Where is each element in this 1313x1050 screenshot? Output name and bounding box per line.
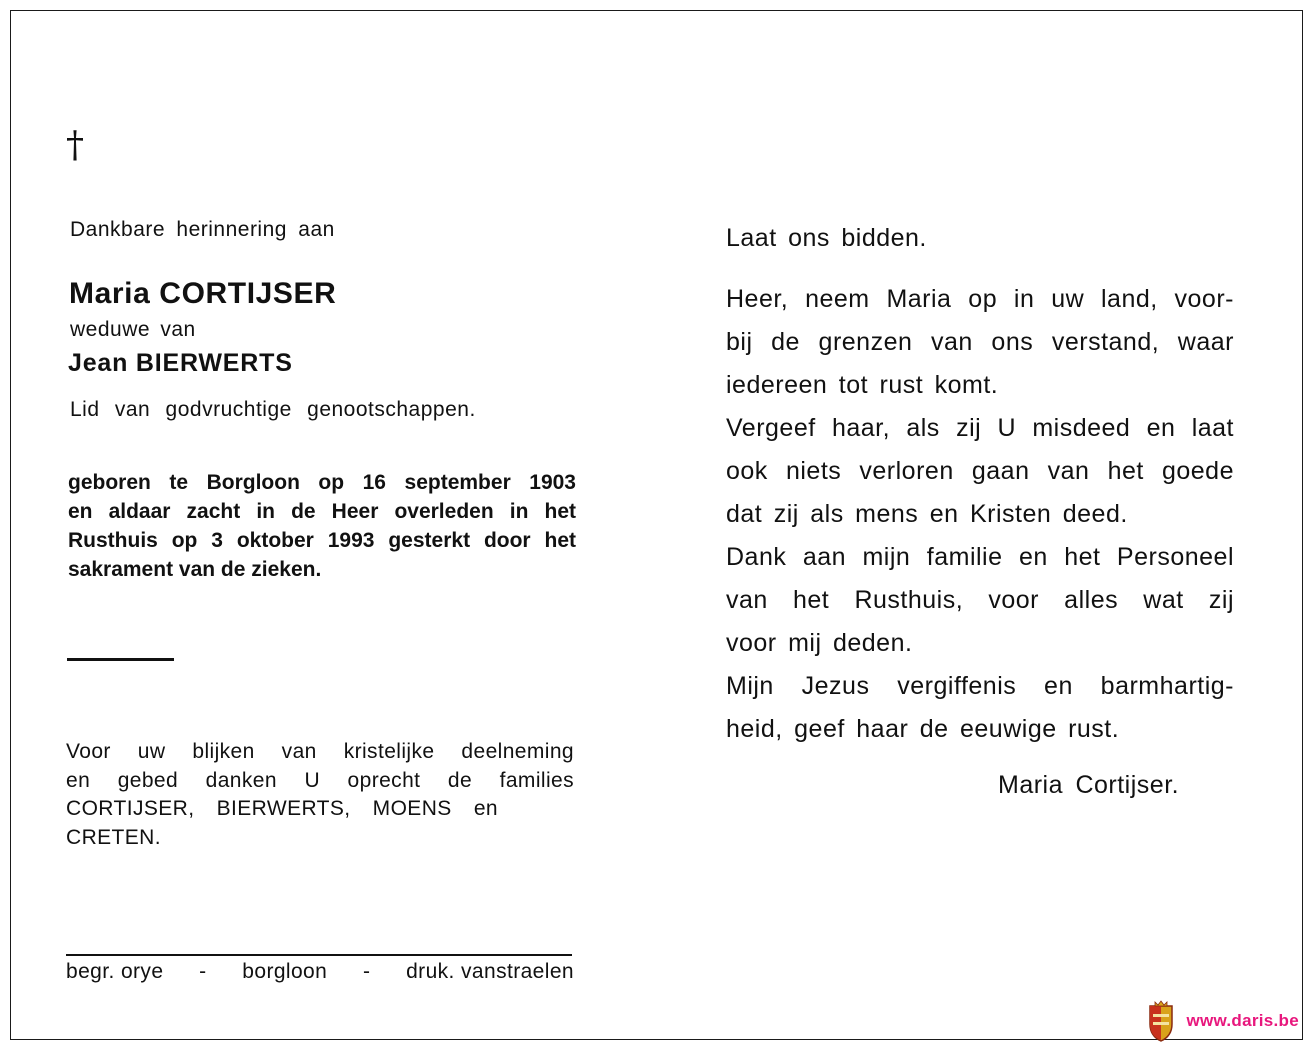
footer-separator: - [199, 960, 207, 983]
footer-undertaker: begr. orye [66, 960, 164, 983]
deceased-name: Maria CORTIJSER [69, 277, 337, 310]
prayer-line: Mijn Jezus vergiffenis en barmhartig- [726, 672, 1234, 700]
thanks-line: en gebed danken U oprecht de families [66, 768, 574, 792]
prayer-line: Dank aan mijn familie en het Personeel [726, 543, 1234, 571]
prayer-line: van het Rusthuis, voor alles wat zij [726, 586, 1234, 614]
footer-printer: druk. vanstraelen [406, 960, 574, 983]
prayer-signature: Maria Cortijser. [998, 771, 1180, 799]
intro-text: Dankbare herinnering aan [70, 218, 335, 241]
prayer-line: Vergeef haar, als zij U misdeed en laat [726, 414, 1234, 442]
divider-short [67, 658, 174, 661]
thanks-paragraph [66, 738, 574, 852]
bio-line: en aldaar zacht in de Heer overleden in het [68, 500, 576, 523]
footer-separator: - [362, 960, 371, 983]
spouse-name: Jean BIERWERTS [68, 349, 293, 377]
prayer-line: Heer, neem Maria op in uw land, voor- [726, 285, 1234, 313]
prayer-line: dat zij als mens en Kristen deed. [726, 500, 1128, 528]
thanks-line: CRETEN. [66, 825, 161, 849]
thanks-line: Voor uw blijken van kristelijke deelneming [66, 740, 574, 763]
divider-long [66, 954, 572, 956]
watermark-link[interactable]: www.daris.be [1186, 1011, 1299, 1030]
footer-town: borgloon [242, 960, 328, 983]
cross-symbol: † [66, 125, 84, 166]
prayer-line: iedereen tot rust komt. [726, 371, 999, 399]
widow-of-text: weduwe van [70, 318, 196, 341]
bio-line: geboren te Borgloon op 16 september 1903 [68, 471, 576, 494]
crest-icon [1146, 1000, 1176, 1042]
biography-paragraph [68, 468, 576, 584]
prayer-line: ook niets verloren gaan van het goede [726, 457, 1234, 485]
prayer-line: voor mij deden. [726, 629, 913, 657]
bio-line: sakrament van de zieken. [68, 558, 322, 581]
prayer-title: Laat ons bidden. [726, 224, 927, 252]
prayer-line: bij de grenzen van ons verstand, waar [726, 328, 1234, 356]
thanks-line: CORTIJSER, BIERWERTS, MOENS en [66, 797, 498, 820]
prayer-body [726, 278, 1234, 751]
prayer-section [726, 224, 1234, 751]
watermark[interactable] [1146, 1000, 1299, 1042]
membership-text: Lid van godvruchtige genootschappen. [70, 398, 476, 421]
printer-footer [66, 960, 574, 984]
prayer-line: heid, geef haar de eeuwige rust. [726, 715, 1120, 743]
bio-line: Rusthuis op 3 oktober 1993 gesterkt door het [68, 529, 576, 552]
